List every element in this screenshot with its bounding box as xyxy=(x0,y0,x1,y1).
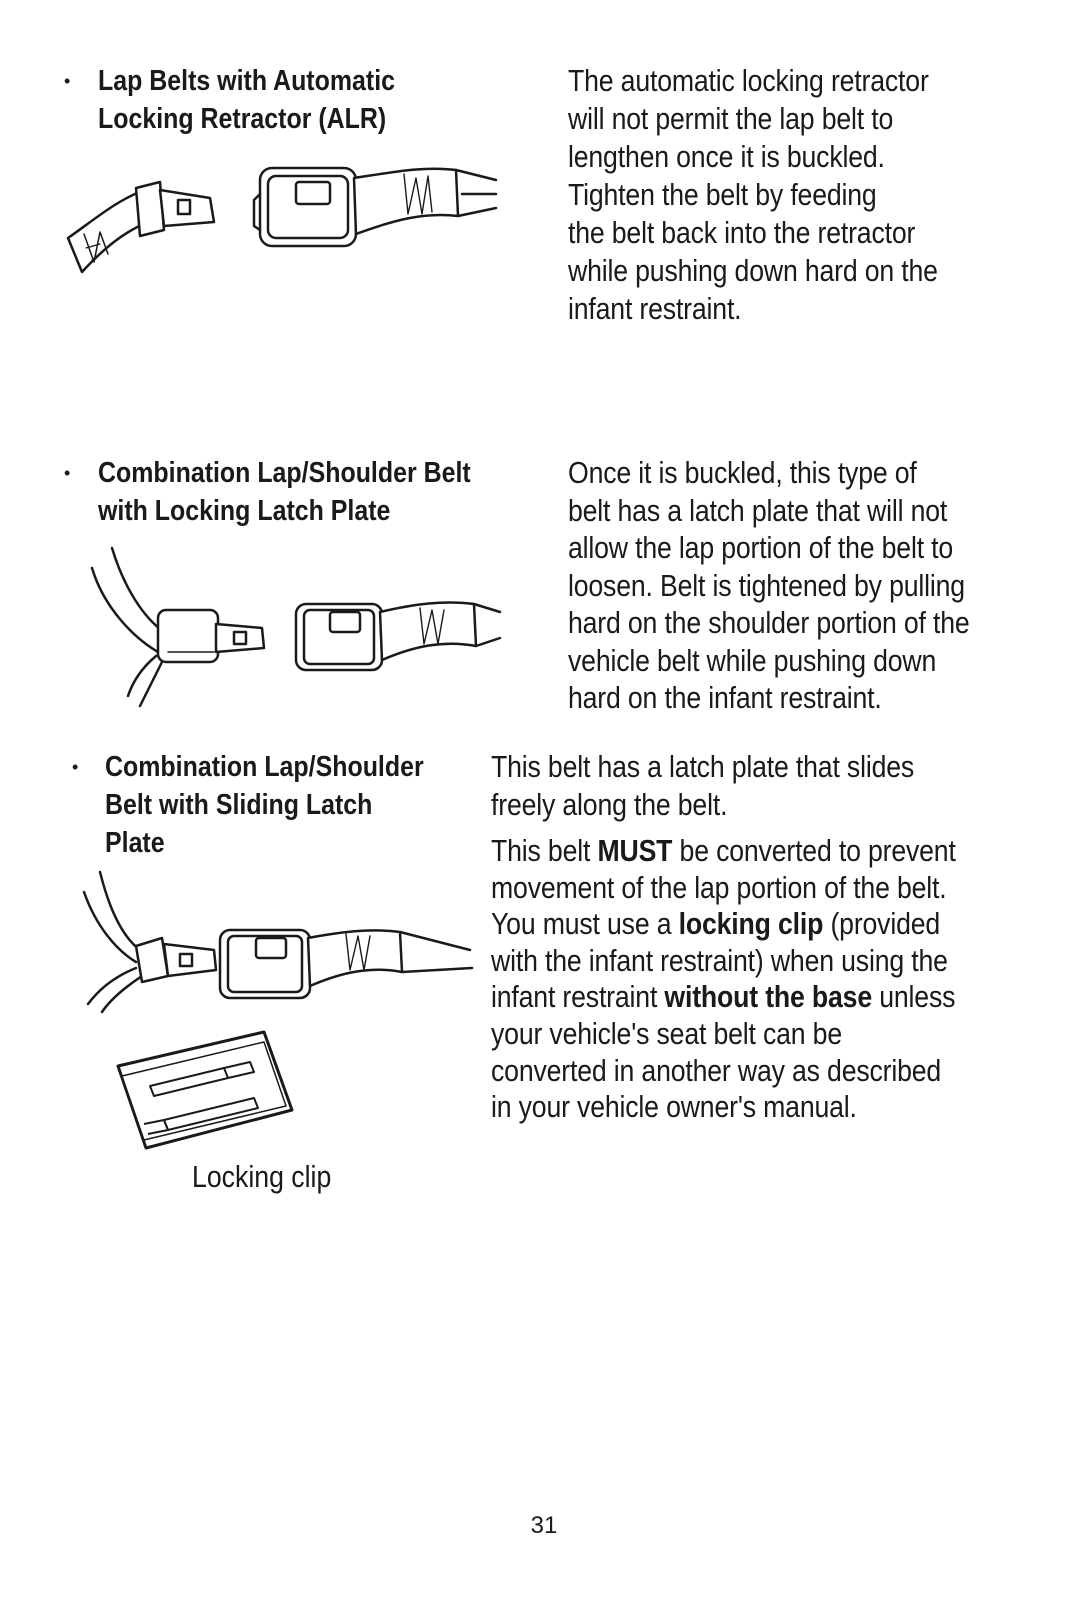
body-line: hard on the infant restraint. xyxy=(568,680,882,715)
body-line: belt has a latch plate that will not xyxy=(568,492,948,528)
body-line: Once it is buckled, this type of xyxy=(568,455,917,490)
sliding-latch-plate-belt-icon xyxy=(80,872,480,1022)
body-line: converted in another way as described xyxy=(491,1052,942,1088)
heading-line: Combination Lap/Shoulder xyxy=(105,751,424,783)
section-body-locking-latch xyxy=(568,454,970,717)
body-line: vehicle belt while pushing down xyxy=(568,642,937,678)
body-line: freely along the belt. xyxy=(491,787,728,822)
body-line: with the infant restraint) when using the xyxy=(491,942,948,978)
section-heading-alr xyxy=(98,62,395,138)
section-body-sliding-latch-warning xyxy=(491,833,956,1126)
alr-lap-belt-buckle-icon xyxy=(64,160,504,280)
body-line: in your vehicle owner's manual. xyxy=(491,1089,857,1125)
body-line: lengthen once it is buckled. xyxy=(568,139,885,174)
text-run: infant restraint xyxy=(491,979,665,1015)
body-line: allow the lap portion of the belt to xyxy=(568,530,954,565)
body-line: while pushing down hard on the xyxy=(568,253,938,288)
body-line: movement of the lap portion of the belt. xyxy=(491,869,947,905)
section-heading-locking-latch xyxy=(98,454,471,530)
body-line: will not permit the lap belt to xyxy=(568,101,894,136)
body-line: hard on the shoulder portion of the xyxy=(568,605,970,640)
emphasis-must: MUST xyxy=(597,833,673,868)
text-run: You must use a xyxy=(491,906,679,942)
body-line: infant restraint. xyxy=(568,291,742,326)
emphasis-locking-clip: locking clip xyxy=(678,906,824,942)
bullet: • xyxy=(64,71,71,91)
locking-clip-caption: Locking clip xyxy=(192,1159,332,1194)
body-line: the belt back into the retractor xyxy=(568,215,916,250)
locking-clip-icon xyxy=(104,1028,300,1158)
bullet: • xyxy=(72,757,79,777)
text-run: (provided xyxy=(823,906,941,942)
heading-line: Belt with Sliding Latch xyxy=(105,789,373,821)
heading-line: with Locking Latch Plate xyxy=(98,495,391,527)
heading-line: Locking Retractor (ALR) xyxy=(98,103,387,135)
body-line: loosen. Belt is tightened by pulling xyxy=(568,567,965,603)
text-run: unless xyxy=(872,979,956,1015)
body-line xyxy=(491,979,956,1016)
locking-latch-plate-belt-icon xyxy=(84,548,504,708)
body-line: Tighten the belt by feeding xyxy=(568,177,877,212)
section-body-sliding-latch-intro xyxy=(491,748,914,824)
text-run: This belt xyxy=(491,833,598,868)
bullet: • xyxy=(64,463,71,483)
heading-line: Lap Belts with Automatic xyxy=(98,65,395,97)
body-line xyxy=(491,906,956,943)
section-heading-sliding-latch xyxy=(105,748,424,862)
heading-line: Plate xyxy=(105,827,165,859)
body-line: your vehicle's seat belt can be xyxy=(491,1015,842,1051)
body-line xyxy=(491,833,956,870)
body-line: This belt has a latch plate that slides xyxy=(491,749,915,784)
body-line: The automatic locking retractor xyxy=(568,63,929,98)
text-run: be converted to prevent xyxy=(672,833,956,868)
heading-line: Combination Lap/Shoulder Belt xyxy=(98,457,471,489)
page-number: 31 xyxy=(530,1512,558,1539)
section-body-alr xyxy=(568,62,938,328)
emphasis-without-base: without the base xyxy=(664,979,873,1015)
